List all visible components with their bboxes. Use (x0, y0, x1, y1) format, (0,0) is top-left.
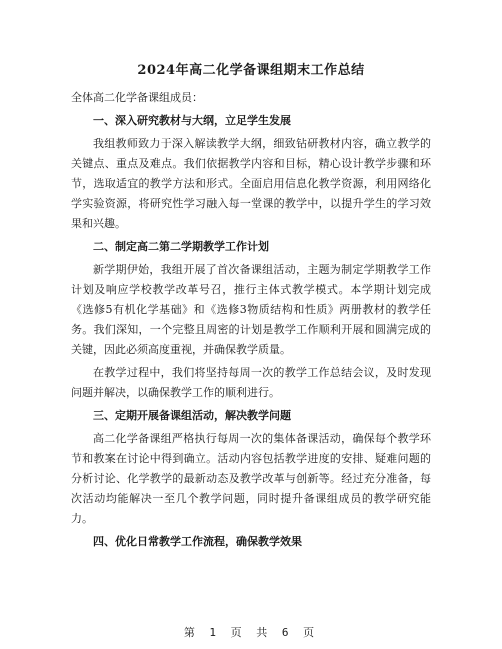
document-body (71, 62, 431, 552)
section-heading-3: 三、定期开展备课组活动，解决教学问题 (93, 409, 291, 422)
page-footer: 第 1 页 共 6 页 (183, 626, 319, 639)
section-1-paragraph-1: 我组教师致力于深入解读教学大纲，细致钻研教材内容，确立教学的关键点、重点及难点。我们依据教学内容和目标，精心设计教学步骤和环节，选取适宜的教学方法和形式。全面启用信息化教学资源，利用网络化学实验资源，将研究性学习融入每一堂课的教学中，以提升学生的学习效果和兴趣。 (71, 137, 431, 230)
section-heading-1: 一、深入研究教材与大纲，立足学生发展 (93, 114, 291, 127)
section-heading-4: 四、优化日常教学工作流程，确保教学效果 (93, 535, 302, 548)
section-3-paragraph-1: 高二化学备课组严格执行每周一次的集体备课活动，确保每个教学环节和教案在讨论中得到确立。活动内容包括教学进度的安排、疑难问题的分析讨论、化学教学的最新动态及教学改革与创新等。经过充分准备，每次活动均能解决一至几个教学问题，同时提升备课组成员的教学研究能力。 (71, 432, 431, 525)
greeting-line: 全体高二化学备课组成员： (71, 91, 203, 104)
section-heading-2: 二、制定高二第二学期教学工作计划 (93, 240, 269, 253)
section-2-paragraph-1: 新学期伊始，我组开展了首次备课组活动，主题为制定学期教学工作计划及响应学校教学改革号召，推行主体式教学模式。本学期计划完成《选修5有机化学基础》和《选修3物质结构和性质》两册教材的教学任务。我们深知，一个完整且周密的计划是教学工作顺利开展和圆满完成的关键，因此必须高度重视，并确保教学质量。 (71, 263, 431, 356)
section-2-paragraph-2: 在教学过程中，我们将坚持每周一次的教学工作总结会议，及时发现问题并解决，以确保教学工作的顺利进行。 (71, 366, 431, 399)
document-title: 2024年高二化学备课组期末工作总结 (137, 63, 365, 78)
